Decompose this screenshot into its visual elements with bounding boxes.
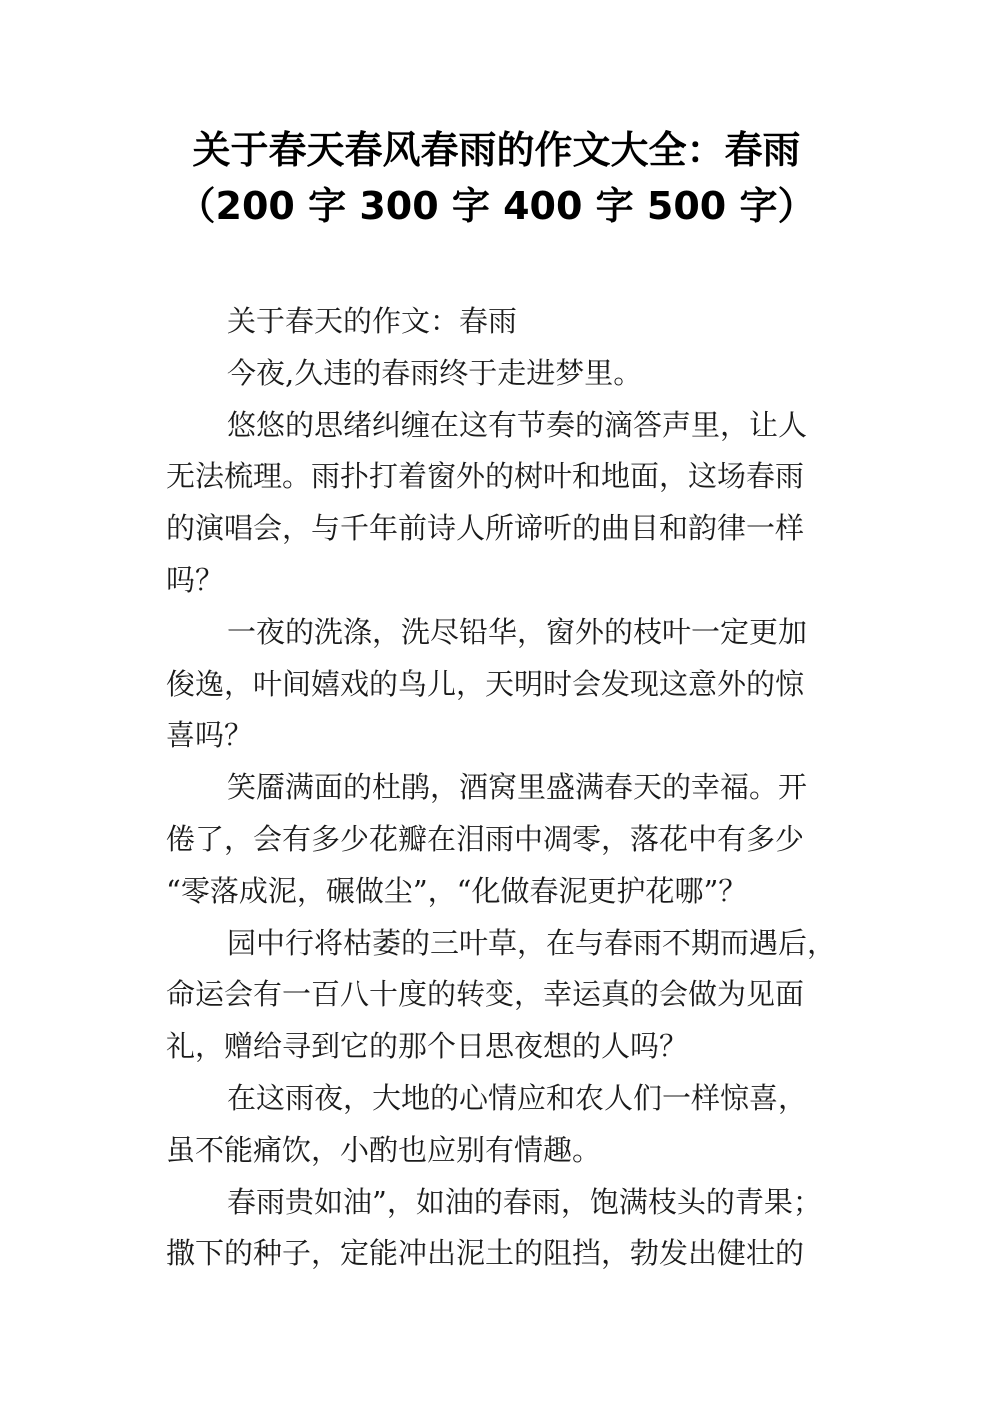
paragraph-1	[166, 348, 838, 400]
text-line: 在这雨夜，大地的心情应和农人们一样惊喜，	[227, 1080, 808, 1115]
paragraph-3	[166, 607, 838, 762]
text-line: 一夜的洗涤，洗尽铅华，窗外的枝叶一定更加	[227, 614, 808, 649]
text-line: 悠悠的思绪纠缠在这有节奏的滴答声里，让人	[227, 407, 808, 442]
text-line: 园中行将枯萎的三叶草，在与春雨不期而遇后，	[227, 925, 837, 960]
text-line: 春雨贵如油”，如油的春雨，饱满枝头的青果；	[227, 1184, 822, 1219]
text-line: 笑靥满面的杜鹃，酒窝里盛满春天的幸福。开	[227, 770, 808, 805]
paragraph-7	[166, 1177, 838, 1281]
text-line: 无法梳理。雨扑打着窗外的树叶和地面，这场春雨	[166, 459, 805, 494]
title-line-2: （200 字 300 字 400 字 500 字）	[177, 184, 816, 228]
paragraph-4	[166, 762, 838, 917]
paragraph-6	[166, 1073, 838, 1177]
text-line: 俊逸，叶间嬉戏的鸟儿，天明时会发现这意外的惊	[166, 666, 805, 701]
text-line: 吗？	[166, 562, 225, 597]
text-line: 的演唱会，与千年前诗人所谛听的曲目和韵律一样	[166, 511, 805, 546]
title-line-1: 关于春天春风春雨的作文大全：春雨	[192, 128, 801, 172]
essay-body	[166, 296, 838, 1280]
text-line: 关于春天的作文：春雨	[227, 304, 518, 338]
text-line: 倦了，会有多少花瓣在泪雨中凋零，落花中有多少	[166, 821, 805, 856]
text-line: 喜吗？	[166, 718, 254, 753]
text-line: 命运会有一百八十度的转变，幸运真的会做为见面	[166, 977, 805, 1012]
text-line: 今夜,久违的春雨终于走进梦里。	[227, 355, 643, 390]
text-line: 礼，赠给寻到它的那个日思夜想的人吗？	[166, 1029, 689, 1064]
text-line: “零落成泥，碾做尘”，“化做春泥更护花哪”？	[166, 873, 748, 908]
text-line: 撒下的种子，定能冲出泥土的阻挡，勃发出健壮的	[166, 1236, 805, 1271]
document-title	[0, 122, 993, 234]
paragraph-2	[166, 400, 838, 607]
text-line: 虽不能痛饮，小酌也应别有情趣。	[166, 1132, 602, 1167]
paragraph-5	[166, 918, 838, 1073]
paragraph-subtitle	[166, 296, 838, 348]
